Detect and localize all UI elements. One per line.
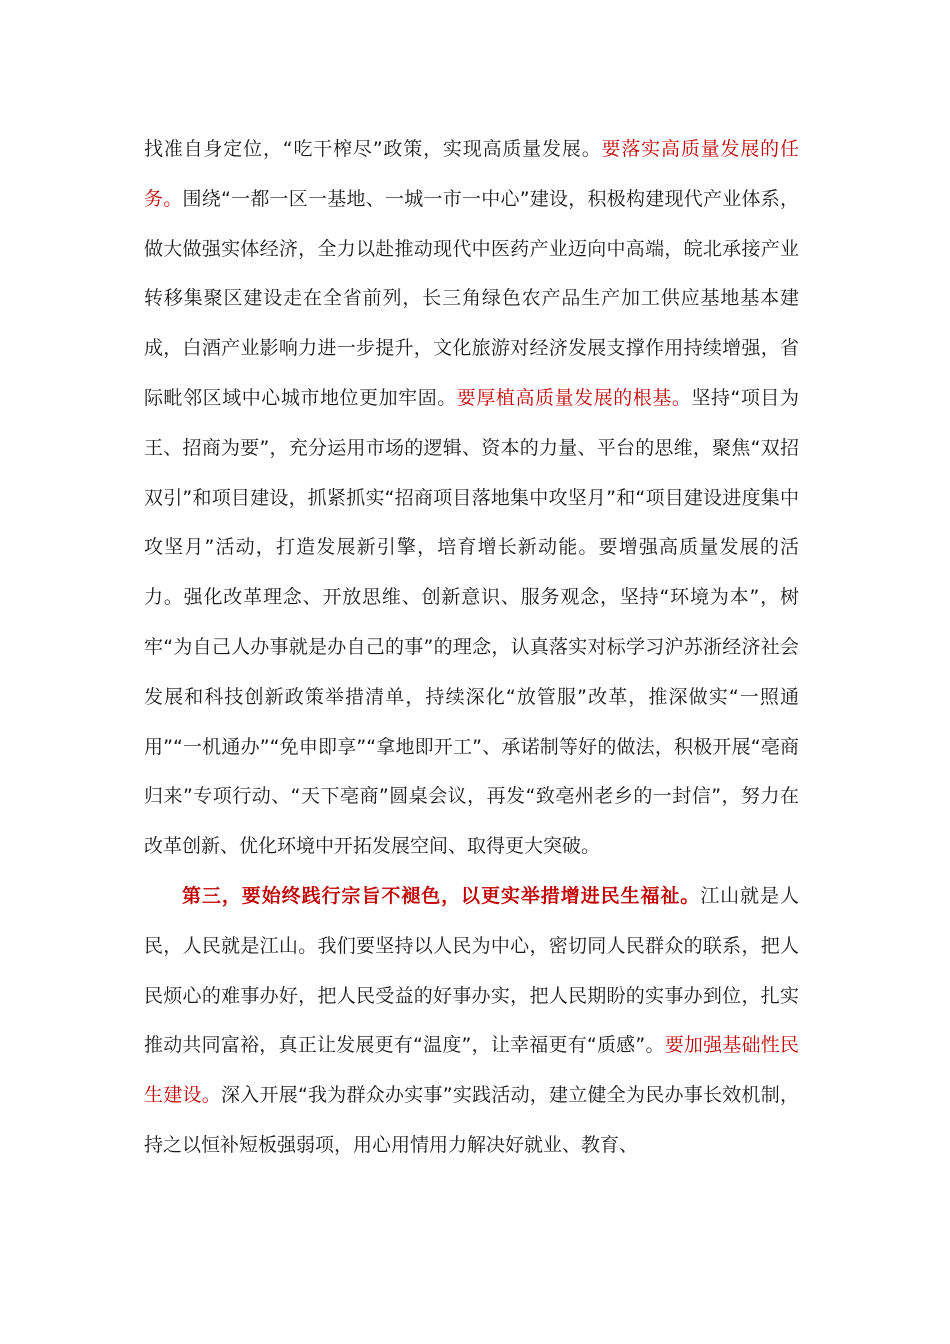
document-page	[144, 125, 799, 1171]
paragraph-1-heading-foundation: 要厚植高质量发展的根基。	[456, 386, 692, 409]
paragraph-2-text-1: 江山就是人民，人民就是江山。我们要坚持以人民为中心，密切同人民群众的联系，把人民烦心的难事办好，把人民受益的好事办实，把人民期盼的实事办到位，扎实推动共同富裕，真正让发展更有“温度”，让幸福更有“质感”。	[144, 884, 799, 1057]
paragraph-1-text-3: 坚持“项目为王、招商为要”，充分运用市场的逻辑、资本的力量、平台的思维，聚焦“双招双引”和项目建设，抓紧抓实“招商项目落地集中攻坚月”和“项目建设进度集中攻坚月”活动，打造发展新引擎，培育增长新动能。要增强高质量发展的活力。强化改革理念、开放思维、创新意识、服务观念，坚持“环境为本”，树牢“为自己人办事就是办自己的事”的理念，认真落实对标学习沪苏浙经济社会发展和科技创新政策举措清单，持续深化“放管服”改革，推深做实“一照通用”“一机通办”“免申即享”“拿地即开工”、承诺制等好的做法，积极开展“亳商归来”专项行动、“天下亳商”圆桌会议，再发“致亳州老乡的一封信”，努力在改革创新、优化环境中开拓发展空间、取得更大突破。	[144, 386, 799, 858]
paragraph-2-heading-livelihood: 要加强基础性民生建设。	[144, 1034, 799, 1107]
paragraph-1-text-2: 围绕“一都一区一基地、一城一市一中心”建设，积极构建现代产业体系，做大做强实体经济，全力以赴推动现代中医药产业迈向中高端，皖北承接产业转移集聚区建设走在全省前列，长三角绿色农产品生产加工供应基地基本建成，白酒产业影响力进一步提升，文化旅游对经济发展支撑作用持续增强，省际毗邻区域中心城市地位更加牢固。	[144, 187, 799, 409]
paragraph-1-heading-task: 要落实高质量发展的任务。	[144, 138, 799, 210]
paragraph-2-text-2: 深入开展“我为群众办实事”实践活动，建立健全为民办事长效机制，持之以恒补短板强弱项，用心用情用力解决好就业、教育、	[144, 1084, 799, 1156]
paragraph-1-text-1: 找准自身定位，“吃干榨尽”政策，实现高质量发展。	[144, 138, 602, 160]
paragraph-2	[144, 872, 799, 1171]
section-three-heading: 第三，要始终践行宗旨不褪色，以更实举措增进民生福祉。	[182, 884, 701, 907]
paragraph-1	[144, 125, 799, 872]
